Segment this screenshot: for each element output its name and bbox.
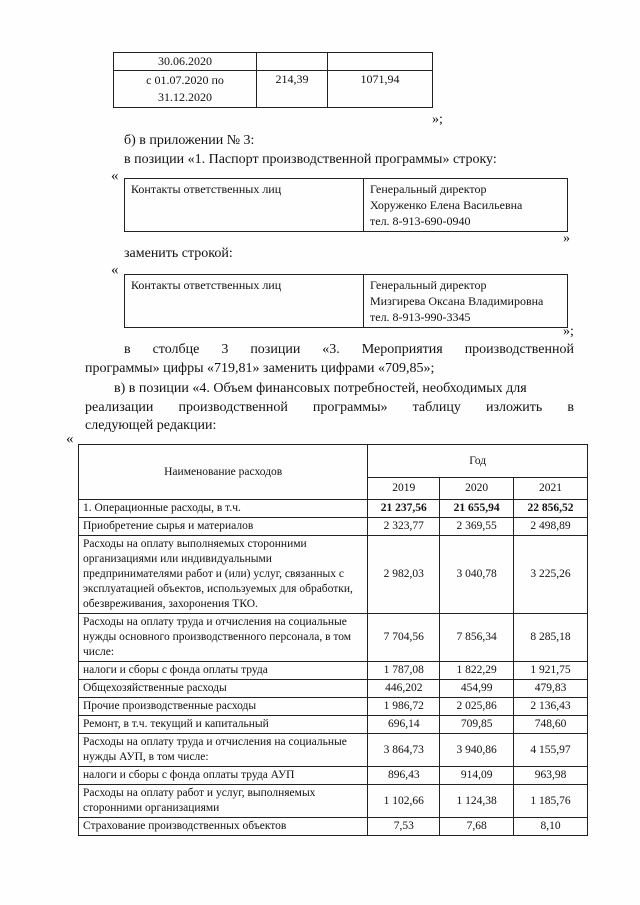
value-2020: 3 040,78 [440,536,514,614]
contact-table-old [124,178,568,232]
table-row [114,53,433,71]
contact-table-new [124,274,568,328]
table-row [125,179,568,232]
replace-text: заменить строкой: [124,246,233,261]
period-cell: с 01.07.2020 по 31.12.2020 [114,71,257,108]
value-2020: 709,85 [440,716,514,734]
table-header-row [79,445,588,478]
value-2021: 2 136,43 [514,698,588,716]
value-cell [257,53,328,71]
contact-details [364,179,568,232]
contact-label: Контакты ответственных лиц [125,275,364,328]
value-2021: 3 225,26 [514,536,588,614]
table-row [79,500,588,518]
table-row [125,275,568,328]
value-2019: 1 787,08 [368,662,440,680]
value-cell: 214,39 [257,71,328,108]
year-header: 2021 [514,478,588,500]
value-2020: 914,09 [440,767,514,785]
value-2020: 2 025,86 [440,698,514,716]
column-header-name: Наименование расходов [79,445,368,500]
value-2019: 896,43 [368,767,440,785]
value-2021: 1 185,76 [514,785,588,818]
financial-needs-table [78,444,588,836]
opening-quote: « [66,431,74,447]
expense-name: Расходы на оплату работ и услуг, выполняемых сторонними организациями [79,785,368,818]
column3-paragraph-line: в столбце 3 позиции «3. Мероприятия производственной [124,342,574,357]
value-cell: 1071,94 [328,71,433,108]
item-v-paragraph-line: в) в позиции «4. Объем финансовых потребностей, необходимых для [114,381,527,396]
contact-person: Хоруженко Елена Васильевна [370,198,523,212]
period-cell: 30.06.2020 [114,53,257,71]
year-header: 2019 [368,478,440,500]
contact-position: Генеральный директор [370,182,487,196]
table-row [79,698,588,716]
value-2020: 7,68 [440,818,514,836]
item-v-paragraph-line: следующей редакции: [85,418,217,433]
value-cell [328,53,433,71]
expense-name: Общехозяйственные расходы [79,680,368,698]
expense-name: Расходы на оплату труда и отчисления на социальные нужды основного производственного персонала, в том числе: [79,614,368,662]
table-row [79,680,588,698]
year-header: 2020 [440,478,514,500]
value-2020: 1 822,29 [440,662,514,680]
item-b-detail: в позиции «1. Паспорт производственной программы» строку: [124,152,497,167]
table-row [79,734,588,767]
closing-quote: » [563,231,570,246]
contact-person: Мизгирева Оксана Владимировна [370,294,544,308]
value-2019: 1 986,72 [368,698,440,716]
table-row [79,767,588,785]
value-2020: 2 369,55 [440,518,514,536]
value-2021: 8,10 [514,818,588,836]
value-2019: 3 864,73 [368,734,440,767]
value-2021: 748,60 [514,716,588,734]
table-row [79,716,588,734]
value-2019: 7,53 [368,818,440,836]
value-2021: 4 155,97 [514,734,588,767]
column-header-year: Год [368,445,588,478]
table-row [79,818,588,836]
value-2020: 3 940,86 [440,734,514,767]
table-row [79,518,588,536]
value-2020: 454,99 [440,680,514,698]
opening-quote: « [111,262,119,278]
value-2019: 21 237,56 [368,500,440,518]
tariff-table-fragment [113,52,433,108]
expense-name: Приобретение сырья и материалов [79,518,368,536]
value-2021: 8 285,18 [514,614,588,662]
table-row [79,614,588,662]
table-row [114,71,433,108]
value-2021: 22 856,52 [514,500,588,518]
value-2019: 696,14 [368,716,440,734]
value-2021: 479,83 [514,680,588,698]
item-v-paragraph-line: реализации производственной программы» таблицу изложить в [85,400,574,415]
value-2019: 2 982,03 [368,536,440,614]
contact-label: Контакты ответственных лиц [125,179,364,232]
expense-name: Страхование производственных объектов [79,818,368,836]
expense-name: Прочие производственные расходы [79,698,368,716]
expense-name: Расходы на оплату выполняемых сторонними организациями или индивидуальными предпринимателями работ и (или) услуг, связанных с эксплуатацией объектов, используемых для обработки, обезвреживания, захоронения ТКО. [79,536,368,614]
value-2021: 1 921,75 [514,662,588,680]
contact-details [364,275,568,328]
expense-name: 1. Операционные расходы, в т.ч. [79,500,368,518]
closing-quote: »; [432,112,443,127]
expense-name: налоги и сборы с фонда оплаты труда АУП [79,767,368,785]
value-2020: 21 655,94 [440,500,514,518]
expense-name: Ремонт, в т.ч. текущий и капитальный [79,716,368,734]
value-2020: 7 856,34 [440,614,514,662]
contact-phone: тел. 8-913-690-0940 [370,214,471,228]
opening-quote: « [111,168,119,184]
value-2020: 1 124,38 [440,785,514,818]
value-2019: 446,202 [368,680,440,698]
value-2021: 2 498,89 [514,518,588,536]
table-row [79,785,588,818]
item-b-heading: б) в приложении № 3: [124,133,255,148]
table-row [79,536,588,614]
table-row [79,662,588,680]
expense-name: Расходы на оплату труда и отчисления на социальные нужды АУП, в том числе: [79,734,368,767]
value-2019: 1 102,66 [368,785,440,818]
value-2021: 963,98 [514,767,588,785]
value-2019: 2 323,77 [368,518,440,536]
value-2019: 7 704,56 [368,614,440,662]
contact-position: Генеральный директор [370,278,487,292]
expense-name: налоги и сборы с фонда оплаты труда [79,662,368,680]
closing-quote: »; [563,324,574,339]
column3-paragraph-line: программы» цифры «719,81» заменить цифрами «709,85»; [85,361,435,376]
contact-phone: тел. 8-913-990-3345 [370,310,471,324]
